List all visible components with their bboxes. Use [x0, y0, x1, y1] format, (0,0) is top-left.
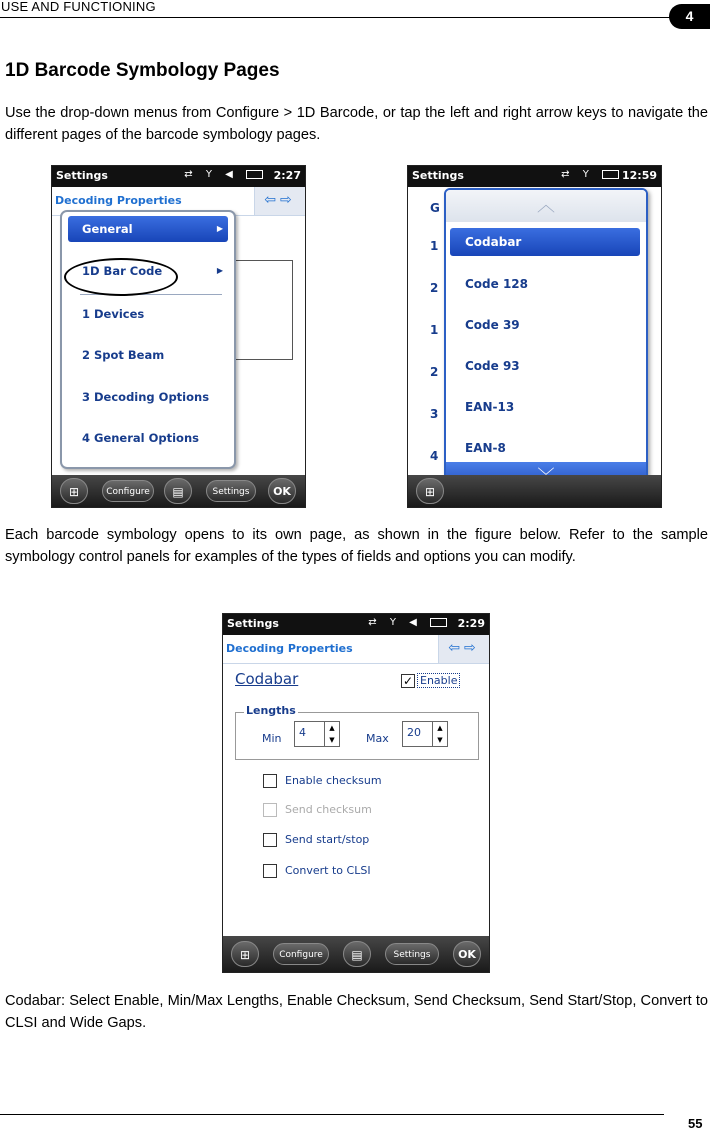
menu-item-decoding-options[interactable]: 3 Decoding Options: [82, 390, 210, 404]
status-bar: [52, 166, 305, 187]
screenshot-1d-submenu: [407, 165, 662, 508]
keyboard-icon[interactable]: ▤: [343, 941, 371, 967]
window-title: Settings: [227, 617, 279, 630]
lengths-label: Lengths: [246, 704, 296, 717]
menu-item-devices[interactable]: 1 Devices: [82, 307, 145, 321]
caption-paragraph: Codabar: Select Enable, Min/Max Lengths, Enable Checksum, Send Checksum, Send Start/Stop, Convert to CLSI and Wide Gaps.: [5, 993, 708, 1031]
battery-icon: [602, 170, 619, 179]
symbology-submenu: [444, 188, 648, 494]
send-start-stop-label: Send start/stop: [285, 833, 370, 846]
settings-button[interactable]: Settings: [385, 943, 439, 965]
ok-button[interactable]: OK: [453, 941, 481, 967]
parent-menu-item: G: [430, 201, 440, 215]
stepper-arrows-icon[interactable]: ▲ ▼: [432, 722, 447, 746]
taskbar: [408, 475, 661, 507]
windows-start-icon[interactable]: ⊞: [60, 478, 88, 504]
menu-item-general-options[interactable]: 4 General Options: [82, 431, 199, 445]
screenshot-codabar-page: [222, 613, 490, 973]
background-panel: [235, 260, 293, 360]
status-bar: [408, 166, 661, 187]
submenu-item-code-39[interactable]: Code 39: [465, 318, 520, 332]
menu-item-general[interactable]: [68, 216, 228, 242]
menu-item-label: General: [82, 222, 133, 236]
send-start-stop-checkbox[interactable]: [263, 833, 277, 847]
submenu-item-ean-13[interactable]: EAN-13: [465, 400, 515, 414]
convert-to-clsi-checkbox[interactable]: [263, 864, 277, 878]
status-icons: ⇄ Y: [561, 169, 619, 180]
configure-menu: [60, 210, 236, 469]
menu-item-spot-beam[interactable]: 2 Spot Beam: [82, 348, 165, 362]
chapter-number-badge: 4: [669, 4, 710, 29]
chapter-title: USE AND FUNCTIONING: [1, 0, 156, 14]
header-rule: [0, 17, 671, 18]
clock: 2:27: [273, 169, 301, 182]
submenu-arrow-icon: ▶: [216, 224, 223, 233]
min-value: 4: [299, 726, 306, 739]
parent-menu-item: 2: [430, 365, 439, 379]
configure-button[interactable]: Configure: [102, 480, 154, 502]
taskbar: [52, 475, 305, 507]
page-number: 55: [688, 1116, 703, 1131]
submenu-item-code-128[interactable]: Code 128: [465, 277, 529, 291]
min-stepper[interactable]: [294, 721, 340, 747]
page-header: [223, 635, 489, 664]
parent-menu-item: 2: [430, 281, 439, 295]
middle-paragraph: Each barcode symbology opens to its own page, as shown in the figure below. Refer to the sample symbology control panels for examples of the types of fields and options you can modify.: [5, 527, 708, 565]
configure-button[interactable]: Configure: [273, 943, 329, 965]
status-bar: [223, 614, 489, 635]
enable-checkbox[interactable]: ✓: [402, 674, 414, 688]
lengths-group: [235, 704, 479, 760]
footer-rule: [0, 1114, 664, 1115]
settings-button[interactable]: Settings: [206, 480, 256, 502]
menu-item-label: 1D Bar Code: [82, 264, 163, 278]
screenshot-configure-menu: [51, 165, 306, 508]
send-checksum-checkbox: [263, 803, 277, 817]
keyboard-icon[interactable]: ▤: [164, 478, 192, 504]
clock: 2:29: [457, 617, 485, 630]
stepper-arrows-icon[interactable]: ▲ ▼: [324, 722, 339, 746]
submenu-arrow-icon: ▶: [216, 266, 223, 275]
taskbar: [223, 936, 489, 972]
parent-menu-item: 3: [430, 407, 439, 421]
section-title: 1D Barcode Symbology Pages: [5, 60, 280, 81]
parent-menu-item: 1: [430, 239, 439, 253]
max-stepper[interactable]: [402, 721, 448, 747]
convert-to-clsi-label: Convert to CLSI: [285, 864, 371, 877]
send-checksum-label: Send checksum: [285, 803, 372, 816]
scroll-up-icon[interactable]: ︿: [446, 190, 646, 222]
clock: 12:59: [621, 169, 657, 182]
min-label: Min: [262, 732, 282, 745]
submenu-item-code-93[interactable]: Code 93: [465, 359, 520, 373]
window-title: Settings: [56, 169, 108, 182]
max-label: Max: [366, 732, 389, 745]
nav-arrows[interactable]: ⇦⇨: [438, 635, 489, 663]
max-value: 20: [407, 726, 421, 739]
window-title: Settings: [412, 169, 464, 182]
ok-button[interactable]: OK: [268, 478, 296, 504]
nav-arrows[interactable]: ⇦⇨: [254, 187, 305, 215]
battery-icon: [430, 618, 447, 627]
intro-paragraph: Use the drop-down menus from Configure > 1D Barcode, or tap the left and right arrow keys to navigate the different pages of the barcode symbology pages.: [5, 105, 708, 143]
page-section-label: Decoding Properties: [226, 642, 353, 655]
submenu-item-ean-8[interactable]: EAN-8: [465, 441, 506, 455]
enable-checksum-label: Enable checksum: [285, 774, 382, 787]
parent-menu-item: 1: [430, 323, 439, 337]
status-icons: ⇄ Y ◀: [184, 169, 263, 180]
status-icons: ⇄ Y ◀: [368, 617, 447, 628]
windows-start-icon[interactable]: ⊞: [416, 478, 444, 504]
windows-start-icon[interactable]: ⊞: [231, 941, 259, 967]
enable-label[interactable]: Enable: [417, 673, 460, 688]
parent-menu-item: 4: [430, 449, 439, 463]
highlight-circle: [64, 258, 178, 296]
battery-icon: [246, 170, 263, 179]
enable-checksum-checkbox[interactable]: [263, 774, 277, 788]
parent-menu: [408, 187, 446, 477]
page-section-label: Decoding Properties: [55, 194, 182, 207]
submenu-item-codabar[interactable]: Codabar: [450, 228, 640, 256]
symbology-title: Codabar: [235, 670, 299, 688]
